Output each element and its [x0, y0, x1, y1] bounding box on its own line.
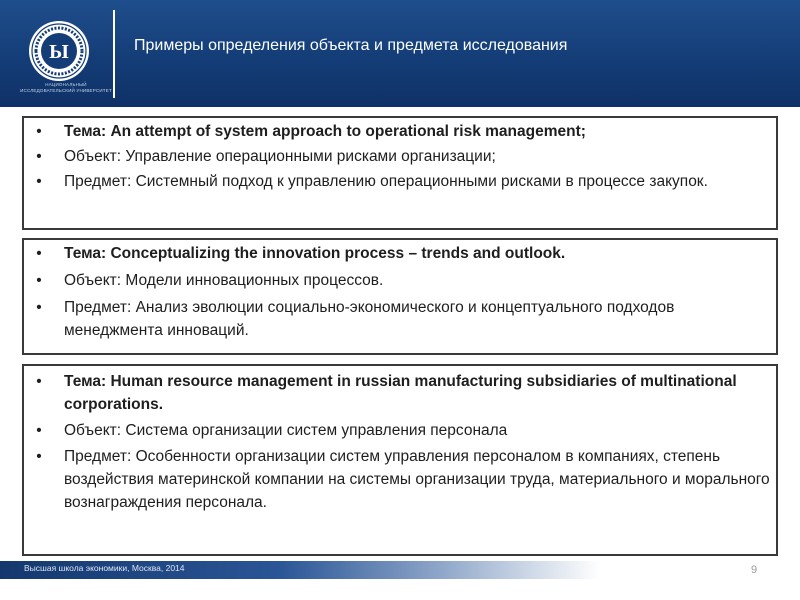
page-number: 9	[750, 564, 758, 576]
example-box-3	[22, 364, 778, 556]
svg-text:Ы: Ы	[49, 41, 69, 63]
topic-text	[64, 123, 586, 140]
university-logo	[18, 18, 114, 98]
item-text: Conceptualizing the innovation process – trends and outlook.	[110, 245, 566, 262]
item-label: Предмет:	[64, 299, 132, 316]
item-text: Анализ эволюции социально-экономического и концептуального подходов менеджмента инноваций.	[64, 299, 675, 339]
topic-text	[64, 373, 737, 413]
header-divider	[113, 10, 115, 98]
item-text: An attempt of system approach to operational risk management;	[110, 123, 586, 140]
header-banner	[0, 0, 800, 107]
list-item-topic	[24, 370, 776, 416]
item-text: Системный подход к управлению операционными рисками в процессе закупок.	[135, 173, 708, 190]
item-label: Объект:	[64, 272, 122, 289]
item-label: Предмет:	[64, 173, 132, 190]
slide-title: Примеры определения объекта и предмета исследования	[134, 37, 568, 54]
item-label: Объект:	[64, 422, 122, 439]
item-text: Модели инновационных процессов.	[125, 272, 384, 289]
bullet-icon: •	[36, 373, 42, 390]
item-text: Human resource management in russian manufacturing subsidiaries of multinational corporations.	[64, 373, 737, 413]
list-item-subject	[24, 296, 776, 342]
bullet-icon: •	[36, 448, 42, 465]
bullet-list	[24, 118, 776, 193]
list-item-topic	[24, 242, 776, 265]
item-label: Тема:	[64, 123, 107, 140]
bullet-icon: •	[36, 123, 42, 140]
item-text: Система организации систем управления персонала	[125, 422, 508, 439]
item-label: Объект:	[64, 148, 122, 165]
item-label: Тема:	[64, 373, 107, 390]
list-item-subject	[24, 170, 776, 193]
item-label: Тема:	[64, 245, 107, 262]
list-item-object	[24, 145, 776, 168]
bullet-icon: •	[36, 299, 42, 316]
footer-text: Высшая школа экономики, Москва, 2014	[24, 563, 185, 573]
item-text: Особенности организации систем управления персоналом в компаниях, степень воздействия материнской компании на системы организации труда, материального и морального вознаграждения персонала.	[64, 448, 770, 511]
list-item-topic	[24, 120, 776, 143]
topic-text	[64, 245, 565, 262]
bullet-list	[24, 366, 776, 514]
item-text: Управление операционными рисками организации;	[125, 148, 496, 165]
bullet-icon: •	[36, 272, 42, 289]
hse-university-seal-icon	[28, 20, 90, 82]
bullet-icon: •	[36, 148, 42, 165]
bullet-list	[24, 240, 776, 342]
example-box-2	[22, 238, 778, 355]
bullet-icon: •	[36, 173, 42, 190]
list-item-object	[24, 269, 776, 292]
bullet-icon: •	[36, 422, 42, 439]
item-label: Предмет:	[64, 448, 132, 465]
example-box-1	[22, 116, 778, 230]
list-item-subject	[24, 445, 776, 514]
bullet-icon: •	[36, 245, 42, 262]
logo-caption: НАЦИОНАЛЬНЫЙ ИССЛЕДОВАТЕЛЬСКИЙ УНИВЕРСИТЕТ	[20, 82, 112, 93]
list-item-object	[24, 419, 776, 442]
